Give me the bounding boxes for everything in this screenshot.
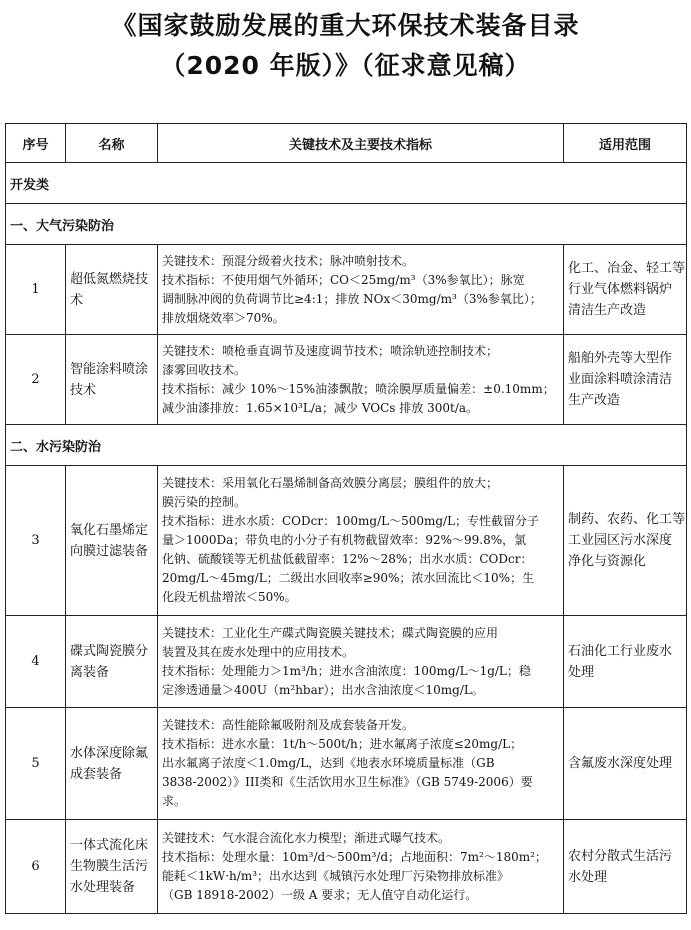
application-scope: 化工、冶金、轻工等 行业气体燃料锅炉 清洁生产改造: [564, 245, 687, 335]
technology-spec: 关键技术：喷枪垂直调节及速度调节技术；喷涂轨迹控制技术； 漆雾回收技术。 技术指标：减少 10%～15%油漆飘散；喷涂膜厚质量偏差：±0.10mm； 减少油漆排放：1.65×10³L/a；减少 VOCs 排放 300t/a。: [158, 335, 564, 425]
technology-spec: 关键技术：采用氧化石墨烯制备高效膜分离层；膜组件的放大； 膜污染的控制。 技术指标：进水水质：CODcr：100mg/L～500mg/L；专性截留分子 量＞1000Da；带负电的小分子有机物截留效率：92%～99.8%，氯 化钠、硫酸镁等无机盐低截留率：12%～28%；出水水质：CODcr： 20mg/L～45mg/L；二级出水回收率≥90%；浓水回流比＜10%；生 化段无机盐增浓＜50%。: [158, 466, 564, 616]
table-row: [6, 245, 687, 335]
category-label: 开发类: [6, 163, 687, 204]
technology-spec: 关键技术：高性能除氟吸附剂及成套装备开发。 技术指标：进水水量：1t/h～500t/h；进水氟离子浓度≤20mg/L； 出水氟离子浓度＜1.0mg/L，达到《地表水环境质量标准（GB 3838-2002）》III类和《生活饮用水卫生标准》（GB 5749-2006）要 求。: [158, 708, 564, 820]
equipment-name: 氧化石墨烯定 向膜过滤装备: [66, 466, 158, 616]
row-number: 2: [6, 335, 66, 425]
table-row: [6, 708, 687, 820]
row-number: 6: [6, 820, 66, 914]
document-title-line2: （2020 年版）》（征求意见稿）: [160, 51, 531, 80]
header-scope: 适用范围: [564, 124, 687, 163]
section-row: [6, 204, 687, 245]
equipment-catalog-table: [5, 123, 687, 914]
table-row: [6, 616, 687, 708]
section-title-air: 一、大气污染防治: [6, 204, 687, 245]
equipment-name: 碟式陶瓷膜分 离装备: [66, 616, 158, 708]
equipment-name: 一体式流化床 生物膜生活污 水处理装备: [66, 820, 158, 914]
technology-spec: 关键技术：气水混合流化水力模型；渐进式曝气技术。 技术指标：处理水量：10m³/d～500m³/d；占地面积：7m²～180m²； 能耗＜1kW·h/m³；出水达到《城镇污水处理厂污染物排放标准》 （GB 18918-2002）一级 A 要求；无人值守自动化运行。: [158, 820, 564, 914]
table-row: [6, 466, 687, 616]
technology-spec: 关键技术：预混分级着火技术；脉冲喷射技术。 技术指标：不使用烟气外循环；CO＜25mg/m³（3%参氧比）；脉宽 调制脉冲阀的负荷调节比≥4:1；排放 NOx＜30mg/m³（3%参氧比）； 排放烟烧效率＞70%。: [158, 245, 564, 335]
application-scope: 石油化工行业废水 处理: [564, 616, 687, 708]
application-scope: 含氟废水深度处理: [564, 708, 687, 820]
row-number: 5: [6, 708, 66, 820]
technology-spec: 关键技术：工业化生产碟式陶瓷膜关键技术；碟式陶瓷膜的应用 装置及其在废水处理中的应用技术。 技术指标：处理能力＞1m³/h；进水含油浓度：100mg/L～1g/L；稳 定渗透通量＞400U（m²hbar）；出水含油浓度＜10mg/L。: [158, 616, 564, 708]
table-header-row: [6, 124, 687, 163]
section-row: [6, 425, 687, 466]
header-number: 序号: [6, 124, 66, 163]
category-row: [6, 163, 687, 204]
table-row: [6, 820, 687, 914]
section-title-water: 二、水污染防治: [6, 425, 687, 466]
row-number: 3: [6, 466, 66, 616]
header-name: 名称: [66, 124, 158, 163]
equipment-name: 智能涂料喷涂 技术: [66, 335, 158, 425]
row-number: 1: [6, 245, 66, 335]
equipment-name: 超低氮燃烧技 术: [66, 245, 158, 335]
row-number: 4: [6, 616, 66, 708]
table-row: [6, 335, 687, 425]
application-scope: 农村分散式生活污 水处理: [564, 820, 687, 914]
equipment-name: 水体深度除氟 成套装备: [66, 708, 158, 820]
application-scope: 船舶外壳等大型作 业面涂料喷涂清洁 生产改造: [564, 335, 687, 425]
application-scope: 制药、农药、化工等 工业园区污水深度 净化与资源化: [564, 466, 687, 616]
document-title-line1: 《国家鼓励发展的重大环保技术装备目录: [111, 11, 580, 40]
header-technology: 关键技术及主要技术指标: [158, 124, 564, 163]
